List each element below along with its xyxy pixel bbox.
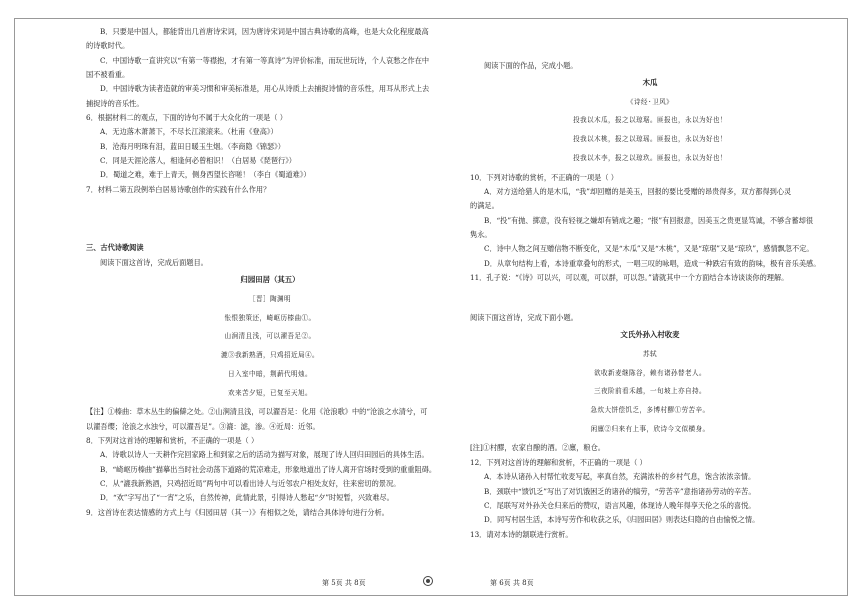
poem-line: 山涧清且浅，可以濯吾足②。 [224,332,316,341]
page-number-right: 第 6页 共 8页 [490,579,534,587]
right-intro-2: 阅读下面这首诗，完成下面小题。 [470,313,578,323]
poem-line: 急炊大饼偿饥乏，多博村醪①劳苦辛。 [590,406,710,415]
option-d-line1: D．中国诗歌为读者造就的审美习惯和审美标准是，用心从诗质上去捕捉诗情的音乐性，用耳从形式上去 [100,84,430,94]
left-page [86,26,454,521]
q8-option-a: A．诗歌以诗人一天耕作完回家路上和到家之后的活动为描写对象，展现了诗人回归田园后的具体生活。 [100,450,429,460]
question-13: 13．请对本诗的颔联进行赏析。 [470,529,573,539]
right-page [470,26,830,543]
q6-option-d: D．蜀道之难，难于上青天，侧身西望长咨嗟！（李白《蜀道难》） [100,170,311,180]
question-9: 9．这首诗在表达情感的方式上与《归园田居（其一）》有相似之处，请结合具体诗句进行分析。 [86,507,389,517]
q6-option-b: B．沧海月明珠有泪，蓝田日暖玉生烟。（李商隐《锦瑟》） [100,141,285,151]
poem2-title: 文氏外孙入村收麦 [620,330,680,340]
q10-option-b-line2: 隽永。 [470,229,492,239]
poem-author: ［晋］陶渊明 [249,294,291,303]
binding-mark-icon [423,576,433,586]
q8-option-d: D．“欢”字写出了“一宵”之乐，自然传神，此情此景，引得诗人愁起“夕”时短暂，兴致难尽。 [100,493,394,503]
poem-line: 三夜阶前看禾越，一旬坡上亦自持。 [594,387,706,396]
poem-line: 漉③我新熟酒，只鸡招近局④。 [221,351,319,360]
question-12: 12．下列对这首诗的理解和赏析，不正确的一项是（ ） [470,457,647,467]
q10-option-b-line1: B．“投”有抛、掷意，没有轻视之嫌却有销成之趣；“报”有回报意，因美玉之贵更显笃诚，不够含蓄却很 [484,215,814,225]
page-number-left: 第 5页 共 8页 [322,579,366,587]
poem-title: 归园田居（其五） [240,275,300,285]
poem2-author: 苏轼 [643,349,657,358]
q8-option-c: C．从“漉我新熟酒，只鸡招近局”两句中可以看出诗人与近邻农户相处友好，往来密切的景况。 [100,478,401,488]
right-intro: 阅读下面的作品，完成小题。 [484,61,578,70]
q6-option-a: A．无边落木萧萧下，不尽长江滚滚来。（杜甫《登高》） [100,127,278,137]
q10-option-d: D．从章句结构上看，本诗重章叠句的形式，一唱三叹的咏唱，造成一种跌宕有致的韵味，极有音乐美感。 [484,258,821,268]
q6-option-c: C．同是天涯沦落人，相逢何必曾相识！（白居易《琵琶行》） [100,156,296,166]
poem-line: 欲收新麦继陈谷，赖有诸孙替老人。 [594,368,706,377]
q12-option-c: C．尾联写对外孙关仓归来后的赞叹，语言风趣，体现诗人晚年得享天伦之乐的喜悦。 [484,500,756,510]
section-intro: 阅读下面这首诗，完成后面题目。 [100,258,208,268]
option-b-line1: B．只要是中国人，都能背出几首唐诗宋词，因为唐诗宋词是中国古典诗歌的高峰，也是大众化程度最高 [100,27,429,36]
option-d-line2: 捕捉诗的音乐性。 [86,98,144,108]
q12-option-b: B．颈联中“馈饥乏”写出了对饥饿困乏的诸孙的犒劳，“劳苦辛”意指诸孙劳动的辛苦。 [484,486,756,496]
poem-line: 投我以木桃，报之以琼瑶。匪报也，永以为好也！ [573,135,727,144]
poem-title-mugua: 木瓜 [642,78,658,88]
q10-option-a-line1: A．对方送给猎人的是木瓜，“我”却回赠的是美玉，回报的要比受赠的昂贵得多，双方都得到心灵 [484,186,792,196]
poem-line: 日入室中暗，荆薪代明烛。 [228,369,312,378]
question-11: 11．孔子说：“《诗》可以兴，可以观，可以群，可以怨。”请就其中一个方面结合本诗谈谈你的理解。 [470,272,789,282]
question-7: 7．材料二第五段例举白居易诗歌创作的实践有什么作用？ [86,184,271,194]
poem-line: 怅恨独策还，崎岖历榛曲①。 [224,313,316,322]
option-b-line2: 的诗歌时代。 [86,41,130,51]
note-line1: 【注】①榛曲：草木丛生的偏僻之处。②山涧清且浅，可以濯吾足：化用《沧浪歌》中的“沧浪之水清兮，可 [86,407,428,417]
q8-option-b: B．“崎岖历榛曲”描摹出当时社会动荡下道路的荒凉难走，形象地道出了诗人离开官场时受到的重重阻碍。 [100,464,437,474]
q10-option-a-line2: 的满足。 [470,201,499,211]
section-title: 三、古代诗歌阅读 [86,243,144,253]
option-c-line2: 国不被看重。 [86,70,130,80]
poem-line: 闲廪②归来有上事，欣诗今文似横身。 [590,424,710,433]
poem2-note: [注]①村醪，农家自酿的酒。②廪，粮仓。 [470,443,605,453]
poem-line: 投我以木瓜，报之以琼琚。匪报也，永以为好也！ [573,116,727,125]
poem-line: 欢来苦夕短，已复至天旭。 [228,388,312,397]
q12-option-a: A．本诗从诸孙入村帮忙收麦写起，率真自然，充满浓朴的乡村气息，饱含浓浓亲情。 [484,472,756,482]
option-c-line1: C．中国诗歌一直讲究以“有第一等襟抱，才有第一等真诗”为评价标准，而玩世玩诗，个人哀愁之作在中 [100,55,430,65]
poem-line: 投我以木李，报之以琼玖。匪报也，永以为好也！ [573,153,727,162]
question-10: 10．下列对诗歌的赏析，不正确的一项是（ ） [470,172,618,182]
q12-option-d: D．同写村居生活，本诗写劳作和收获之乐，《归园田居》则表达归隐的自由愉悦之情。 [484,515,760,525]
note-line2: 以濯吾缨；沧浪之水浊兮，可以濯吾足”。③漉：滤，渗。④近局：近邻。 [86,421,320,431]
question-8: 8．下列对这首诗的理解和赏析，不正确的一项是（ ） [86,435,259,445]
poem-author-mugua: 《诗经·卫风》 [626,97,674,106]
q10-option-c: C．诗中人物之间互赠信物不断变化，又是“木瓜”又是“木桃”，又是“琼琚”又是“琼玖”，感情飘忽不定。 [484,244,814,254]
question-6: 6．根据材料二的观点，下面的诗句不属于大众化的一项是（ ） [86,113,287,123]
